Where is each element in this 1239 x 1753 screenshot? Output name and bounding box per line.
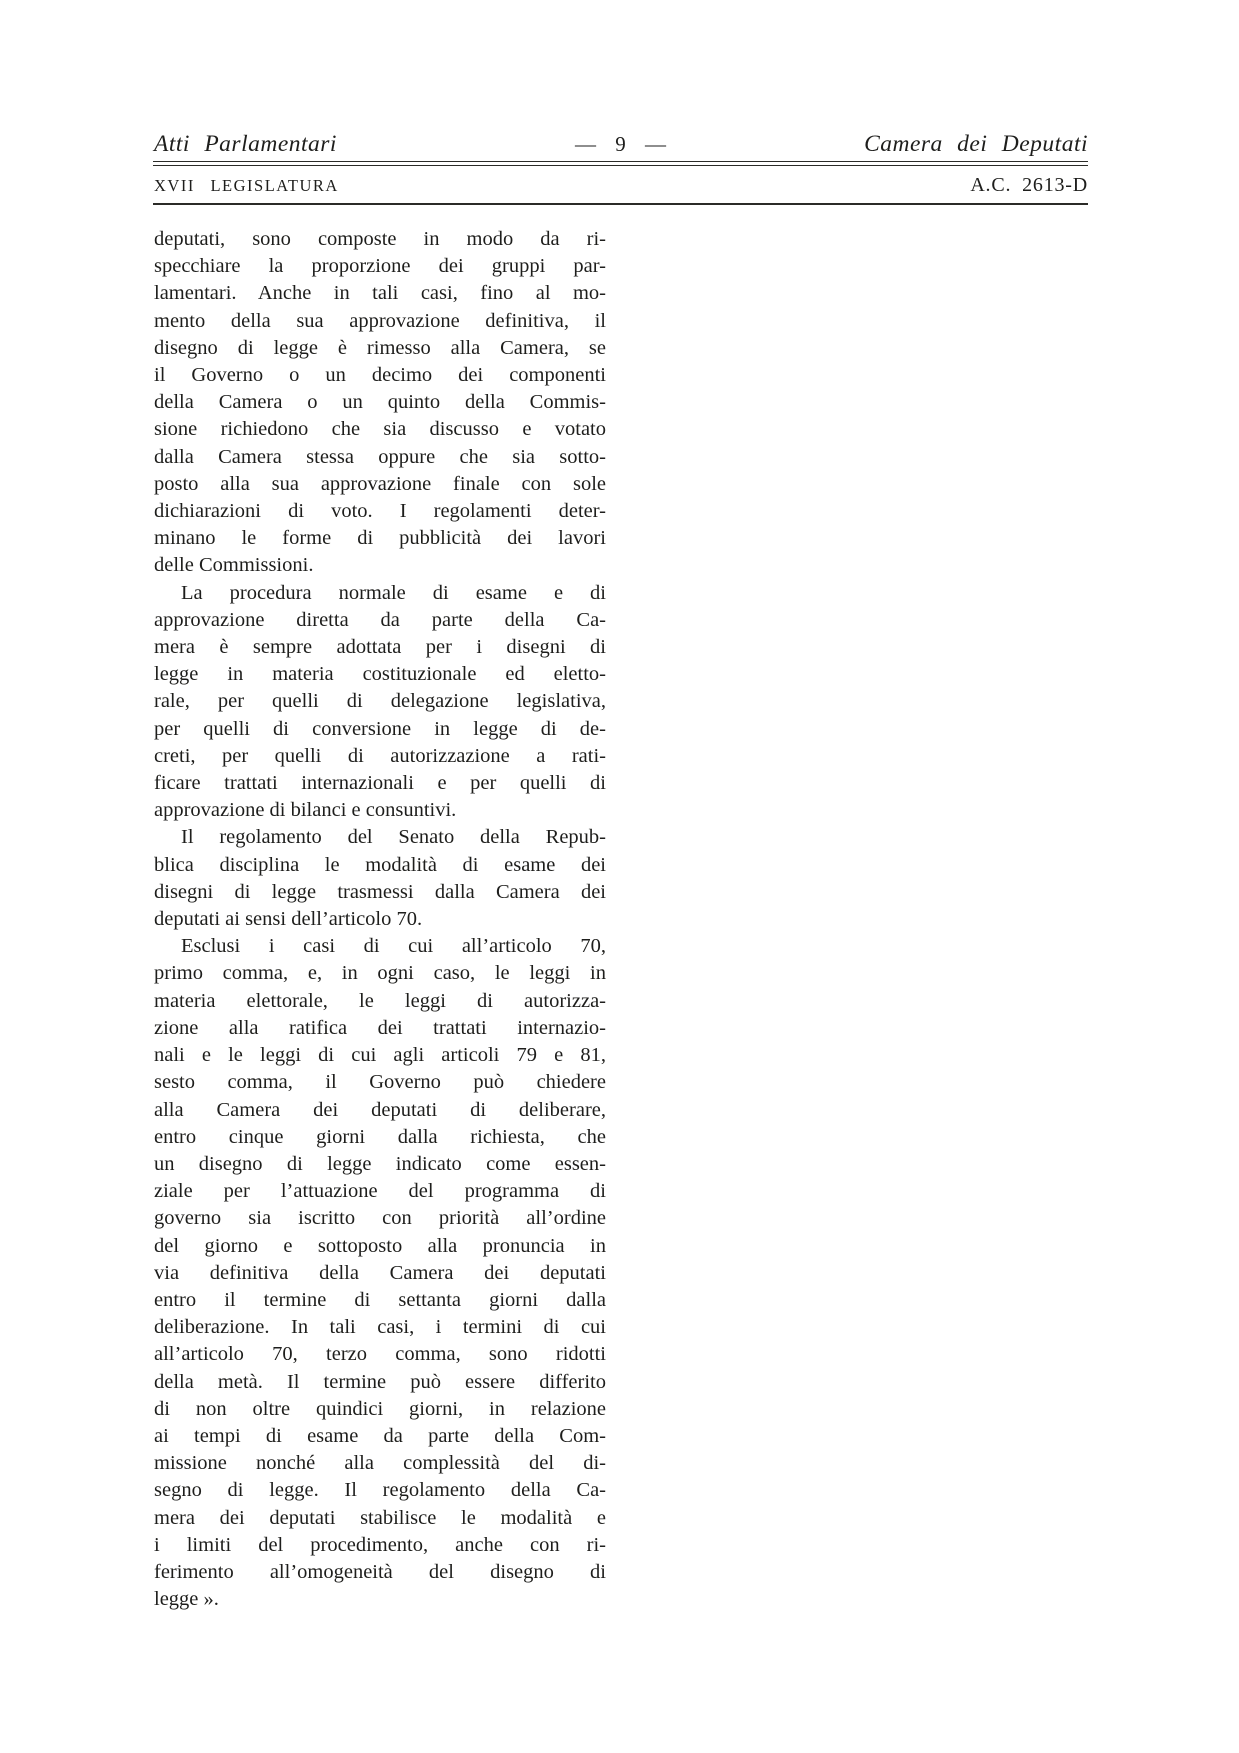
- text-line: i limiti del procedimento, anche con ri-: [154, 1533, 606, 1556]
- text-line: deliberazione. In tali casi, i termini di cui: [154, 1316, 606, 1339]
- text-line: di non oltre quindici giorni, in relazione: [154, 1397, 606, 1420]
- text-line: per quelli di conversione in legge di de-: [154, 717, 606, 740]
- text-line: ferimento all’omogeneità del disegno di: [154, 1560, 606, 1583]
- text-line: ai tempi di esame da parte della Com-: [154, 1424, 606, 1447]
- act-reference: A.C. 2613-D: [970, 174, 1088, 196]
- text-line: un disegno di legge indicato come essen-: [154, 1152, 606, 1175]
- text-line: legge in materia costituzionale ed eletto-: [154, 663, 606, 686]
- text-line: blica disciplina le modalità di esame dei: [154, 853, 606, 876]
- text-line: Il regolamento del Senato della Repub-: [181, 826, 606, 849]
- text-line: nali e le leggi di cui agli articoli 79 e 81,: [154, 1044, 606, 1067]
- legislature-label: [154, 176, 339, 196]
- text-line: minano le forme di pubblicità dei lavori: [154, 527, 606, 550]
- text-line: governo sia iscritto con priorità all’ordine: [154, 1207, 606, 1230]
- text-line: legge ».: [154, 1588, 219, 1611]
- text-line: missione nonché alla complessità del di-: [154, 1452, 606, 1475]
- text-line: deputati, sono composte in modo da ri-: [154, 228, 606, 250]
- text-line: della metà. Il termine può essere differito: [154, 1370, 606, 1393]
- text-line: dalla Camera stessa oppure che sia sotto-: [154, 445, 606, 468]
- legislature-roman: XVII: [154, 176, 195, 195]
- paragraph: [154, 933, 606, 1613]
- paragraph: [154, 226, 606, 580]
- text-line: La procedura normale di esame e di: [181, 581, 606, 604]
- text-line: rale, per quelli di delegazione legislativa,: [154, 690, 606, 713]
- text-line: sesto comma, il Governo può chiedere: [154, 1071, 606, 1094]
- text-line: disegno di legge è rimesso alla Camera, se: [154, 336, 606, 359]
- text-line: della Camera o un quinto della Commis-: [154, 391, 606, 414]
- legislature-word: LEGISLATURA: [210, 176, 339, 195]
- text-line: mento della sua approvazione definitiva, il: [154, 309, 606, 332]
- text-line: ficare trattati internazionali e per quelli di: [154, 772, 606, 795]
- text-line: entro cinque giorni dalla richiesta, che: [154, 1125, 606, 1148]
- text-line: lamentari. Anche in tali casi, fino al mo-: [154, 282, 606, 305]
- text-line: dichiarazioni di voto. I regolamenti deter-: [154, 500, 606, 523]
- text-line: specchiare la proporzione dei gruppi par-: [154, 255, 606, 278]
- text-line: mera dei deputati stabilisce le modalità e: [154, 1506, 606, 1529]
- text-line: ziale per l’attuazione del programma di: [154, 1180, 606, 1203]
- text-line: posto alla sua approvazione finale con sole: [154, 472, 606, 495]
- text-line: alla Camera dei deputati di deliberare,: [154, 1098, 606, 1121]
- text-line: mera è sempre adottata per i disegni di: [154, 636, 606, 659]
- text-line: primo comma, e, in ogni caso, le leggi in: [154, 962, 606, 985]
- body-text-column: [154, 226, 606, 1613]
- text-line: approvazione di bilanci e consuntivi.: [154, 799, 457, 822]
- text-line: delle Commissioni.: [154, 554, 314, 577]
- text-line: sione richiedono che sia discusso e votato: [154, 418, 606, 441]
- text-line: disegni di legge trasmessi dalla Camera dei: [154, 880, 606, 903]
- text-line: via definitiva della Camera dei deputati: [154, 1261, 606, 1284]
- text-line: materia elettorale, le leggi di autorizza-: [154, 989, 606, 1012]
- text-line: all’articolo 70, terzo comma, sono ridotti: [154, 1343, 606, 1366]
- text-line: segno di legge. Il regolamento della Ca-: [154, 1479, 606, 1502]
- header-title-row: [153, 128, 1088, 158]
- page-header: [153, 128, 1088, 205]
- header-subtitle-row: [153, 166, 1088, 203]
- chamber-title: Camera dei Deputati: [864, 131, 1088, 157]
- text-line: entro il termine di settanta giorni dalla: [154, 1288, 606, 1311]
- paragraph: [154, 824, 606, 933]
- text-line: zione alla ratifica dei trattati internazio-: [154, 1016, 606, 1039]
- single-rule: [153, 203, 1088, 205]
- paragraph: [154, 580, 606, 825]
- journal-title: Atti Parlamentari: [154, 131, 337, 157]
- text-line: deputati ai sensi dell’articolo 70.: [154, 908, 423, 931]
- text-line: approvazione diretta da parte della Ca-: [154, 608, 606, 631]
- text-line: del giorno e sottoposto alla pronuncia in: [154, 1234, 606, 1257]
- text-line: creti, per quelli di autorizzazione a rati-: [154, 744, 606, 767]
- page-number: — 9 —: [575, 132, 666, 156]
- text-line: Esclusi i casi di cui all’articolo 70,: [181, 935, 606, 958]
- text-line: il Governo o un decimo dei componenti: [154, 364, 606, 387]
